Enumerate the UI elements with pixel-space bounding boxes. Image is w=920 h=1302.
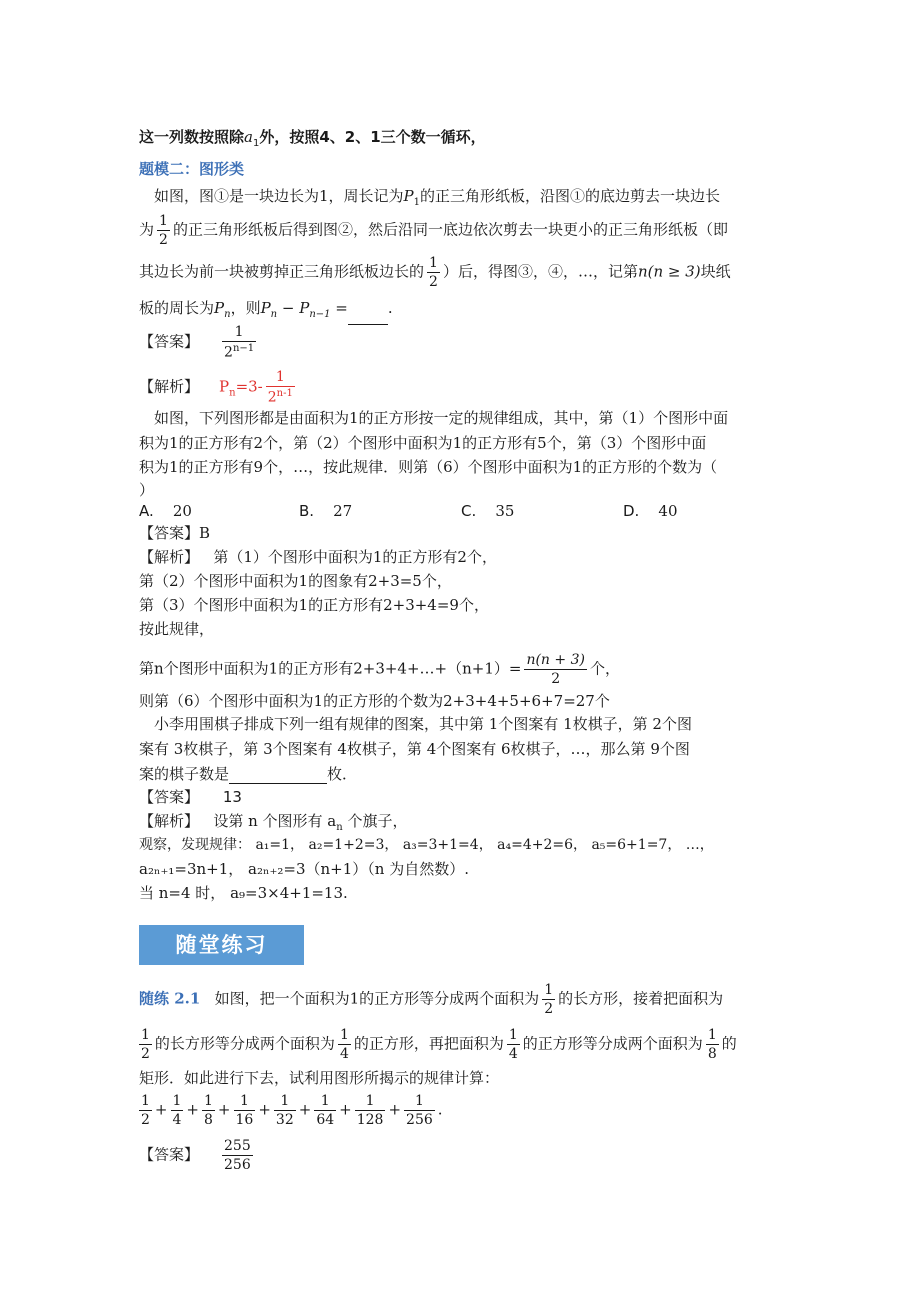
answer-fraction: $\frac{1}{2^{n-1}}$: [224, 324, 255, 361]
q1-analysis: 【解析】 $P_n=3-$ $\frac{1}{2^{n-1}}$: [139, 369, 293, 406]
q2-analysis-4: 按此规律，: [139, 620, 215, 638]
practice-line-1: 随练 2.1 如图，把一个面积为1的正方形等分成两个面积为 $\frac{1}{2}$ 的长方形，接着把面积为: [139, 982, 724, 1017]
practice-answer: 【答案】 $\frac{255}{256}$: [139, 1138, 251, 1173]
q2-analysis-3: 第（3）个图形中面积为1的正方形有2+3+4=9个，: [139, 596, 489, 614]
q1-line-1: 如图，图①是一块边长为1，周长记为$P_1$的正三角形纸板，沿图①的底边剪去一块边长: [154, 187, 721, 208]
q2-line-3: 积为1的正方形有9个，…，按此规律．则第（6）个图形中面积为1的正方形的个数为（: [139, 458, 718, 476]
q2-answer: 【答案】B: [139, 524, 211, 542]
option-b[interactable]: B. 27: [299, 502, 353, 520]
answer-fraction: $\frac{255}{256}$: [224, 1138, 251, 1173]
q1-line-4: 板的周长为$P_n$，则$P_n - P_{n-1}$ = .: [139, 298, 393, 325]
q2-line-4: ）: [139, 481, 155, 499]
practice-line-2: $\frac{1}{2}$ 的长方形等分成两个面积为 $\frac{1}{4}$ 的正方形，再把面积为 $\frac{1}{4}$ 的正方形等分成两个面积为 $\frac{1}{8}$ 的: [141, 1027, 737, 1062]
fraction-half: $\frac{1}{2}$: [159, 213, 168, 248]
q3-analysis-2: 观察，发现规律： a₁=1， a₂=1+2=3， a₃=3+1=4， a₄=4+2=6， a₅=6+1=7， …，: [139, 837, 714, 853]
option-d[interactable]: D. 40: [623, 502, 678, 520]
answer-blank: [229, 763, 327, 784]
answer-blank: [348, 304, 388, 325]
section-banner: 随堂练习: [139, 925, 304, 965]
section-title: 题模二：图形类: [139, 160, 245, 178]
q1-line-3: 其边长为前一块被剪掉正三角形纸板边长的 $\frac{1}{2}$ ）后，得图③，④，…，记第n(n ≥ 3)块纸: [139, 255, 731, 290]
formula-fraction: $\frac{n(n + 3)}{2}$: [526, 652, 585, 687]
analysis-fraction: $\frac{1}{2^{n-1}}$: [267, 369, 293, 406]
q3-analysis-1: 【解析】 设第 n 个图形有 $a_n$ 个旗子，: [139, 812, 408, 833]
q3-line-2: 案有 3枚棋子，第 3个图案有 4枚棋子，第 4个图案有 6枚棋子，…，那么第 9个图: [139, 740, 690, 758]
q2-options: [139, 501, 678, 521]
q3-line-1: 小李用围棋子排成下列一组有规律的图案，其中第 1个图案有 1枚棋子，第 2个图: [154, 715, 692, 733]
option-c[interactable]: C. 35: [461, 502, 515, 520]
q2-analysis-2: 第（2）个图形中面积为1的图象有2+3=5个，: [139, 572, 452, 590]
q3-analysis-4: 当 n=4 时， a₉=3×4+1=13.: [139, 884, 348, 902]
q2-analysis-1: 【解析】 第（1）个图形中面积为1的正方形有2个，: [139, 548, 497, 566]
q1-line-2: 为 $\frac{1}{2}$ 的正三角形纸板后得到图②，然后沿同一底边依次剪去一块更小的正三角形纸板（即: [139, 213, 728, 248]
q2-analysis-6: 则第（6）个图形中面积为1的正方形的个数为2+3+4+5+6+7=27个: [139, 692, 610, 710]
q3-line-3: 案的棋子数是 枚．: [139, 765, 358, 783]
option-a[interactable]: A. 20: [139, 502, 192, 520]
fraction-half: $\frac{1}{2}$: [429, 255, 438, 290]
practice-line-3: 矩形．如此进行下去，试利用图形所揭示的规律计算：: [139, 1069, 500, 1087]
intro-line: 这一列数按照除$a_1$外，按照4、2、1三个数一循环，: [139, 128, 486, 149]
q1-answer: 【答案】 $\frac{1}{2^{n-1}}$: [139, 324, 255, 361]
q2-line-1: 如图，下列图形都是由面积为1的正方形按一定的规律组成，其中，第（1）个图形中面: [154, 409, 729, 427]
q2-line-2: 积为1的正方形有2个，第（2）个图形中面积为1的正方形有5个，第（3）个图形中面: [139, 434, 707, 452]
practice-sum: $\frac{1}{2}$ + $\frac{1}{4}$ + $\frac{1}{8}$ + $\frac{1}{16}$ + $\frac{1}{32}$ + $\frac{1}{64}$ + $\frac{1}{128}$ + $\frac{1}{256}$ .: [141, 1093, 443, 1128]
q3-answer: 【答案】 13: [139, 788, 242, 806]
q3-analysis-3: a₂ₙ₊₁=3n+1， a₂ₙ₊₂=3（n+1）（n 为自然数）.: [139, 860, 469, 878]
q2-analysis-5: 第n个图形中面积为1的正方形有2+3+4+…+（n+1）= $\frac{n(n + 3)}{2}$ 个，: [139, 652, 620, 687]
